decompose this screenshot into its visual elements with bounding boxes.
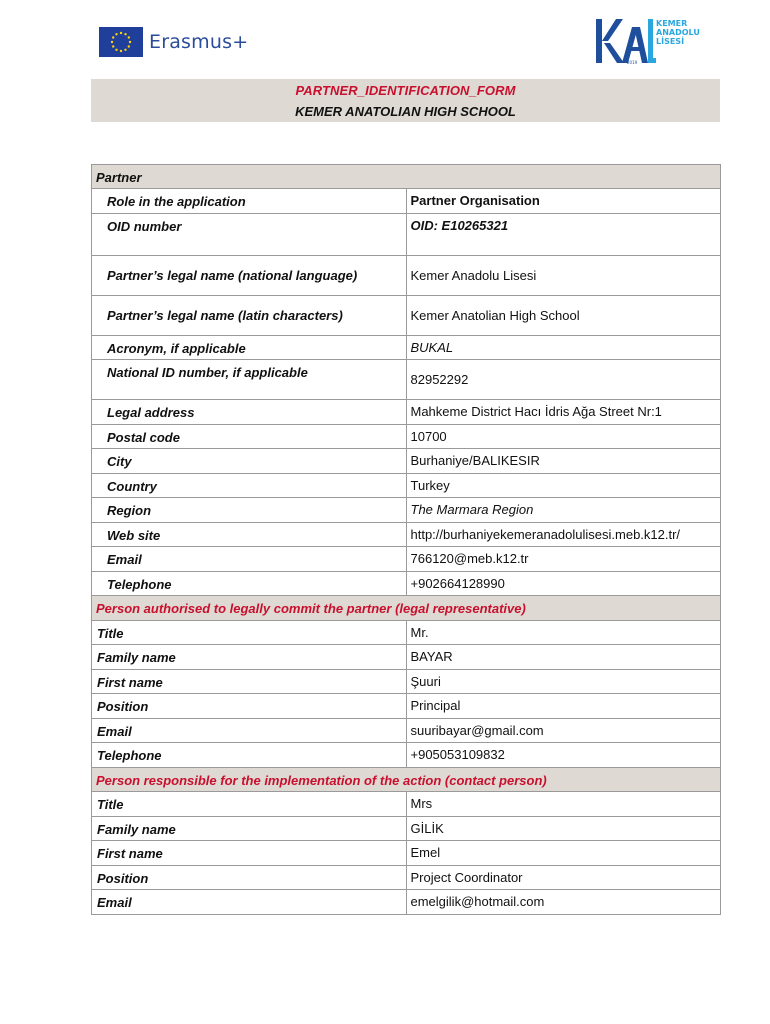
contact-value-title: Mrs xyxy=(406,792,721,817)
section-header-contact xyxy=(92,768,721,792)
table-row xyxy=(92,214,721,256)
erasmus-logo xyxy=(99,26,248,58)
legal-rep-value-email[interactable]: suuribayar@gmail.com xyxy=(406,719,721,743)
form-title-band xyxy=(91,79,720,122)
contact-value-position: Project Coordinator xyxy=(406,866,721,890)
contact-value-family-name: GİLİK xyxy=(406,817,721,841)
table-row xyxy=(92,360,721,400)
field-value-postal-code: 10700 xyxy=(406,425,721,449)
table-row xyxy=(92,400,721,425)
school-name-title: KEMER ANATOLIAN HIGH SCHOOL xyxy=(295,104,516,119)
table-row xyxy=(92,296,721,336)
contact-label-first-name: First name xyxy=(92,841,407,866)
partner-identification-table xyxy=(91,164,721,915)
school-logo xyxy=(594,17,704,67)
field-value-city: Burhaniye/BALIKESIR xyxy=(406,449,721,474)
table-row xyxy=(92,256,721,296)
field-value-legal-address: Mahkeme District Hacı İdris Ağa Street Nr:1 xyxy=(406,400,721,425)
contact-value-email[interactable]: emelgilik@hotmail.com xyxy=(406,890,721,915)
table-row xyxy=(92,841,721,866)
table-row xyxy=(92,792,721,817)
legal-rep-label-position: Position xyxy=(92,694,407,719)
contact-label-family-name: Family name xyxy=(92,817,407,841)
table-row xyxy=(92,817,721,841)
table-row xyxy=(92,449,721,474)
field-value-role: Partner Organisation xyxy=(406,189,721,214)
field-value-national-id: 82952292 xyxy=(406,360,721,400)
table-row xyxy=(92,719,721,743)
field-label-postal-code: Postal code xyxy=(92,425,407,449)
table-row xyxy=(92,336,721,360)
form-title: PARTNER_IDENTIFICATION_FORM xyxy=(295,83,516,98)
section-header-legal-rep xyxy=(92,596,721,621)
table-row xyxy=(92,743,721,768)
field-value-telephone: +902664128990 xyxy=(406,572,721,596)
field-value-region: The Marmara Region xyxy=(406,498,721,523)
table-row xyxy=(92,621,721,645)
table-row xyxy=(92,189,721,214)
legal-rep-value-position: Principal xyxy=(406,694,721,719)
field-label-legal-name-national: Partner’s legal name (national language) xyxy=(92,256,407,296)
field-label-role: Role in the application xyxy=(92,189,407,214)
legal-rep-value-telephone: +905053109832 xyxy=(406,743,721,768)
section-partner-label: Partner xyxy=(92,165,721,189)
field-value-oid: OID: E10265321 xyxy=(406,214,721,256)
field-label-acronym: Acronym, if applicable xyxy=(92,336,407,360)
table-row xyxy=(92,694,721,719)
field-label-country: Country xyxy=(92,474,407,498)
table-row xyxy=(92,547,721,572)
legal-rep-label-first-name: First name xyxy=(92,670,407,694)
section-legal-rep-label: Person authorised to legally commit the partner (legal representative) xyxy=(92,596,721,621)
field-value-legal-name-national: Kemer Anadolu Lisesi xyxy=(406,256,721,296)
section-header-partner xyxy=(92,165,721,189)
field-label-website: Web site xyxy=(92,523,407,547)
table-row xyxy=(92,890,721,915)
field-value-acronym: BUKAL xyxy=(406,336,721,360)
table-row xyxy=(92,498,721,523)
legal-rep-value-family-name: BAYAR xyxy=(406,645,721,670)
field-value-website[interactable]: http://burhaniyekemeranadolulisesi.meb.k12.tr/ xyxy=(406,523,721,547)
contact-label-email: Email xyxy=(92,890,407,915)
legal-rep-label-family-name: Family name xyxy=(92,645,407,670)
field-value-country: Turkey xyxy=(406,474,721,498)
field-value-email[interactable]: 766120@meb.k12.tr xyxy=(406,547,721,572)
table-row xyxy=(92,866,721,890)
table-row xyxy=(92,645,721,670)
section-contact-label: Person responsible for the implementation of the action (contact person) xyxy=(92,768,721,792)
field-label-national-id: National ID number, if applicable xyxy=(92,360,407,400)
contact-label-title: Title xyxy=(92,792,407,817)
table-row xyxy=(92,425,721,449)
field-label-legal-address: Legal address xyxy=(92,400,407,425)
table-row xyxy=(92,474,721,498)
legal-rep-label-telephone: Telephone xyxy=(92,743,407,768)
legal-rep-value-title: Mr. xyxy=(406,621,721,645)
contact-label-position: Position xyxy=(92,866,407,890)
school-logo-line2: ANADOLU xyxy=(656,28,700,37)
legal-rep-label-title: Title xyxy=(92,621,407,645)
school-logo-line1: KEMER xyxy=(656,19,688,28)
field-label-oid: OID number xyxy=(92,214,407,256)
svg-text:KEMER ANADOLU LİSESİ xyxy=(656,19,703,46)
contact-value-first-name: Emel xyxy=(406,841,721,866)
field-label-city: City xyxy=(92,449,407,474)
field-value-legal-name-latin: Kemer Anatolian High School xyxy=(406,296,721,336)
eu-flag-icon xyxy=(99,27,143,57)
school-logo-year: 2019 xyxy=(627,60,638,65)
field-label-email: Email xyxy=(92,547,407,572)
table-row xyxy=(92,670,721,694)
field-label-legal-name-latin: Partner’s legal name (latin characters) xyxy=(92,296,407,336)
legal-rep-label-email: Email xyxy=(92,719,407,743)
table-row xyxy=(92,572,721,596)
field-label-telephone: Telephone xyxy=(92,572,407,596)
field-label-region: Region xyxy=(92,498,407,523)
table-row xyxy=(92,523,721,547)
school-logo-line3: LİSESİ xyxy=(656,37,685,46)
erasmus-label: Erasmus+ xyxy=(149,31,249,53)
legal-rep-value-first-name: Şuuri xyxy=(406,670,721,694)
